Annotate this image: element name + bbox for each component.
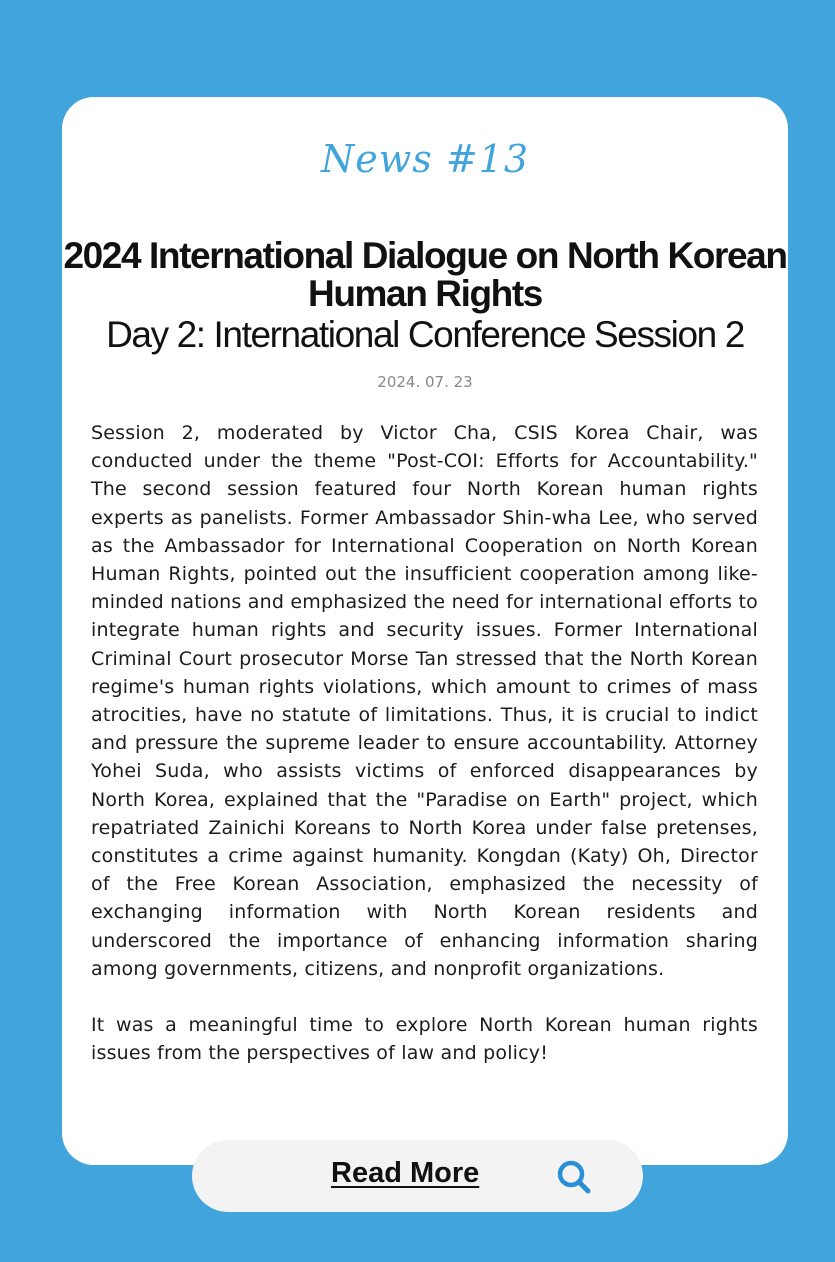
read-more-button[interactable] [192,1140,643,1212]
news-tag: News #13 [320,137,530,181]
title-block [62,237,788,357]
news-card [62,97,788,1165]
news-date: 2024. 07. 23 [377,373,473,391]
read-more-label[interactable]: Read More [331,1157,480,1189]
body-paragraph: It was a meaningful time to explore North Korean human rights issues from the perspectives of law and policy! [91,1014,758,1065]
news-subtitle: Day 2: International Conference Session 2 [106,314,744,355]
news-body [91,419,758,1095]
body-paragraph: Session 2, moderated by Victor Cha, CSIS Korea Chair, was conducted under the theme "Post-COI: Efforts for Accountability." The second session featured four North Korean human rights experts as panelists. Former Ambassador Shin-wha Lee, who served as the Ambassador for International Cooperation on North Korean Human Rights, pointed out the insufficient cooperation among like-minded nations and emphasized the need for international efforts to integrate human rights and security issues. Former International Criminal Court prosecutor Morse Tan stressed that the North Korean regime's human rights violations, which amount to crimes of mass atrocities, have no statute of limitations. Thus, it is crucial to indict and pressure the supreme leader to ensure accountability. Attorney Yohei Suda, who assists victims of enforced disappearances by North Korea, explained that the "Paradise on Earth" project, which repatriated Zainichi Koreans to North Korea under false pretenses, constitutes a crime against humanity. Kongdan (Katy) Oh, Director of the Free Korean Association, emphasized the necessity of exchanging information with North Korean residents and underscored the importance of enhancing information sharing among governments, citizens, and nonprofit organizations. [91,422,758,980]
search-icon[interactable] [554,1157,594,1197]
news-title: 2024 International Dialogue on North Korean Human Rights [63,235,787,314]
